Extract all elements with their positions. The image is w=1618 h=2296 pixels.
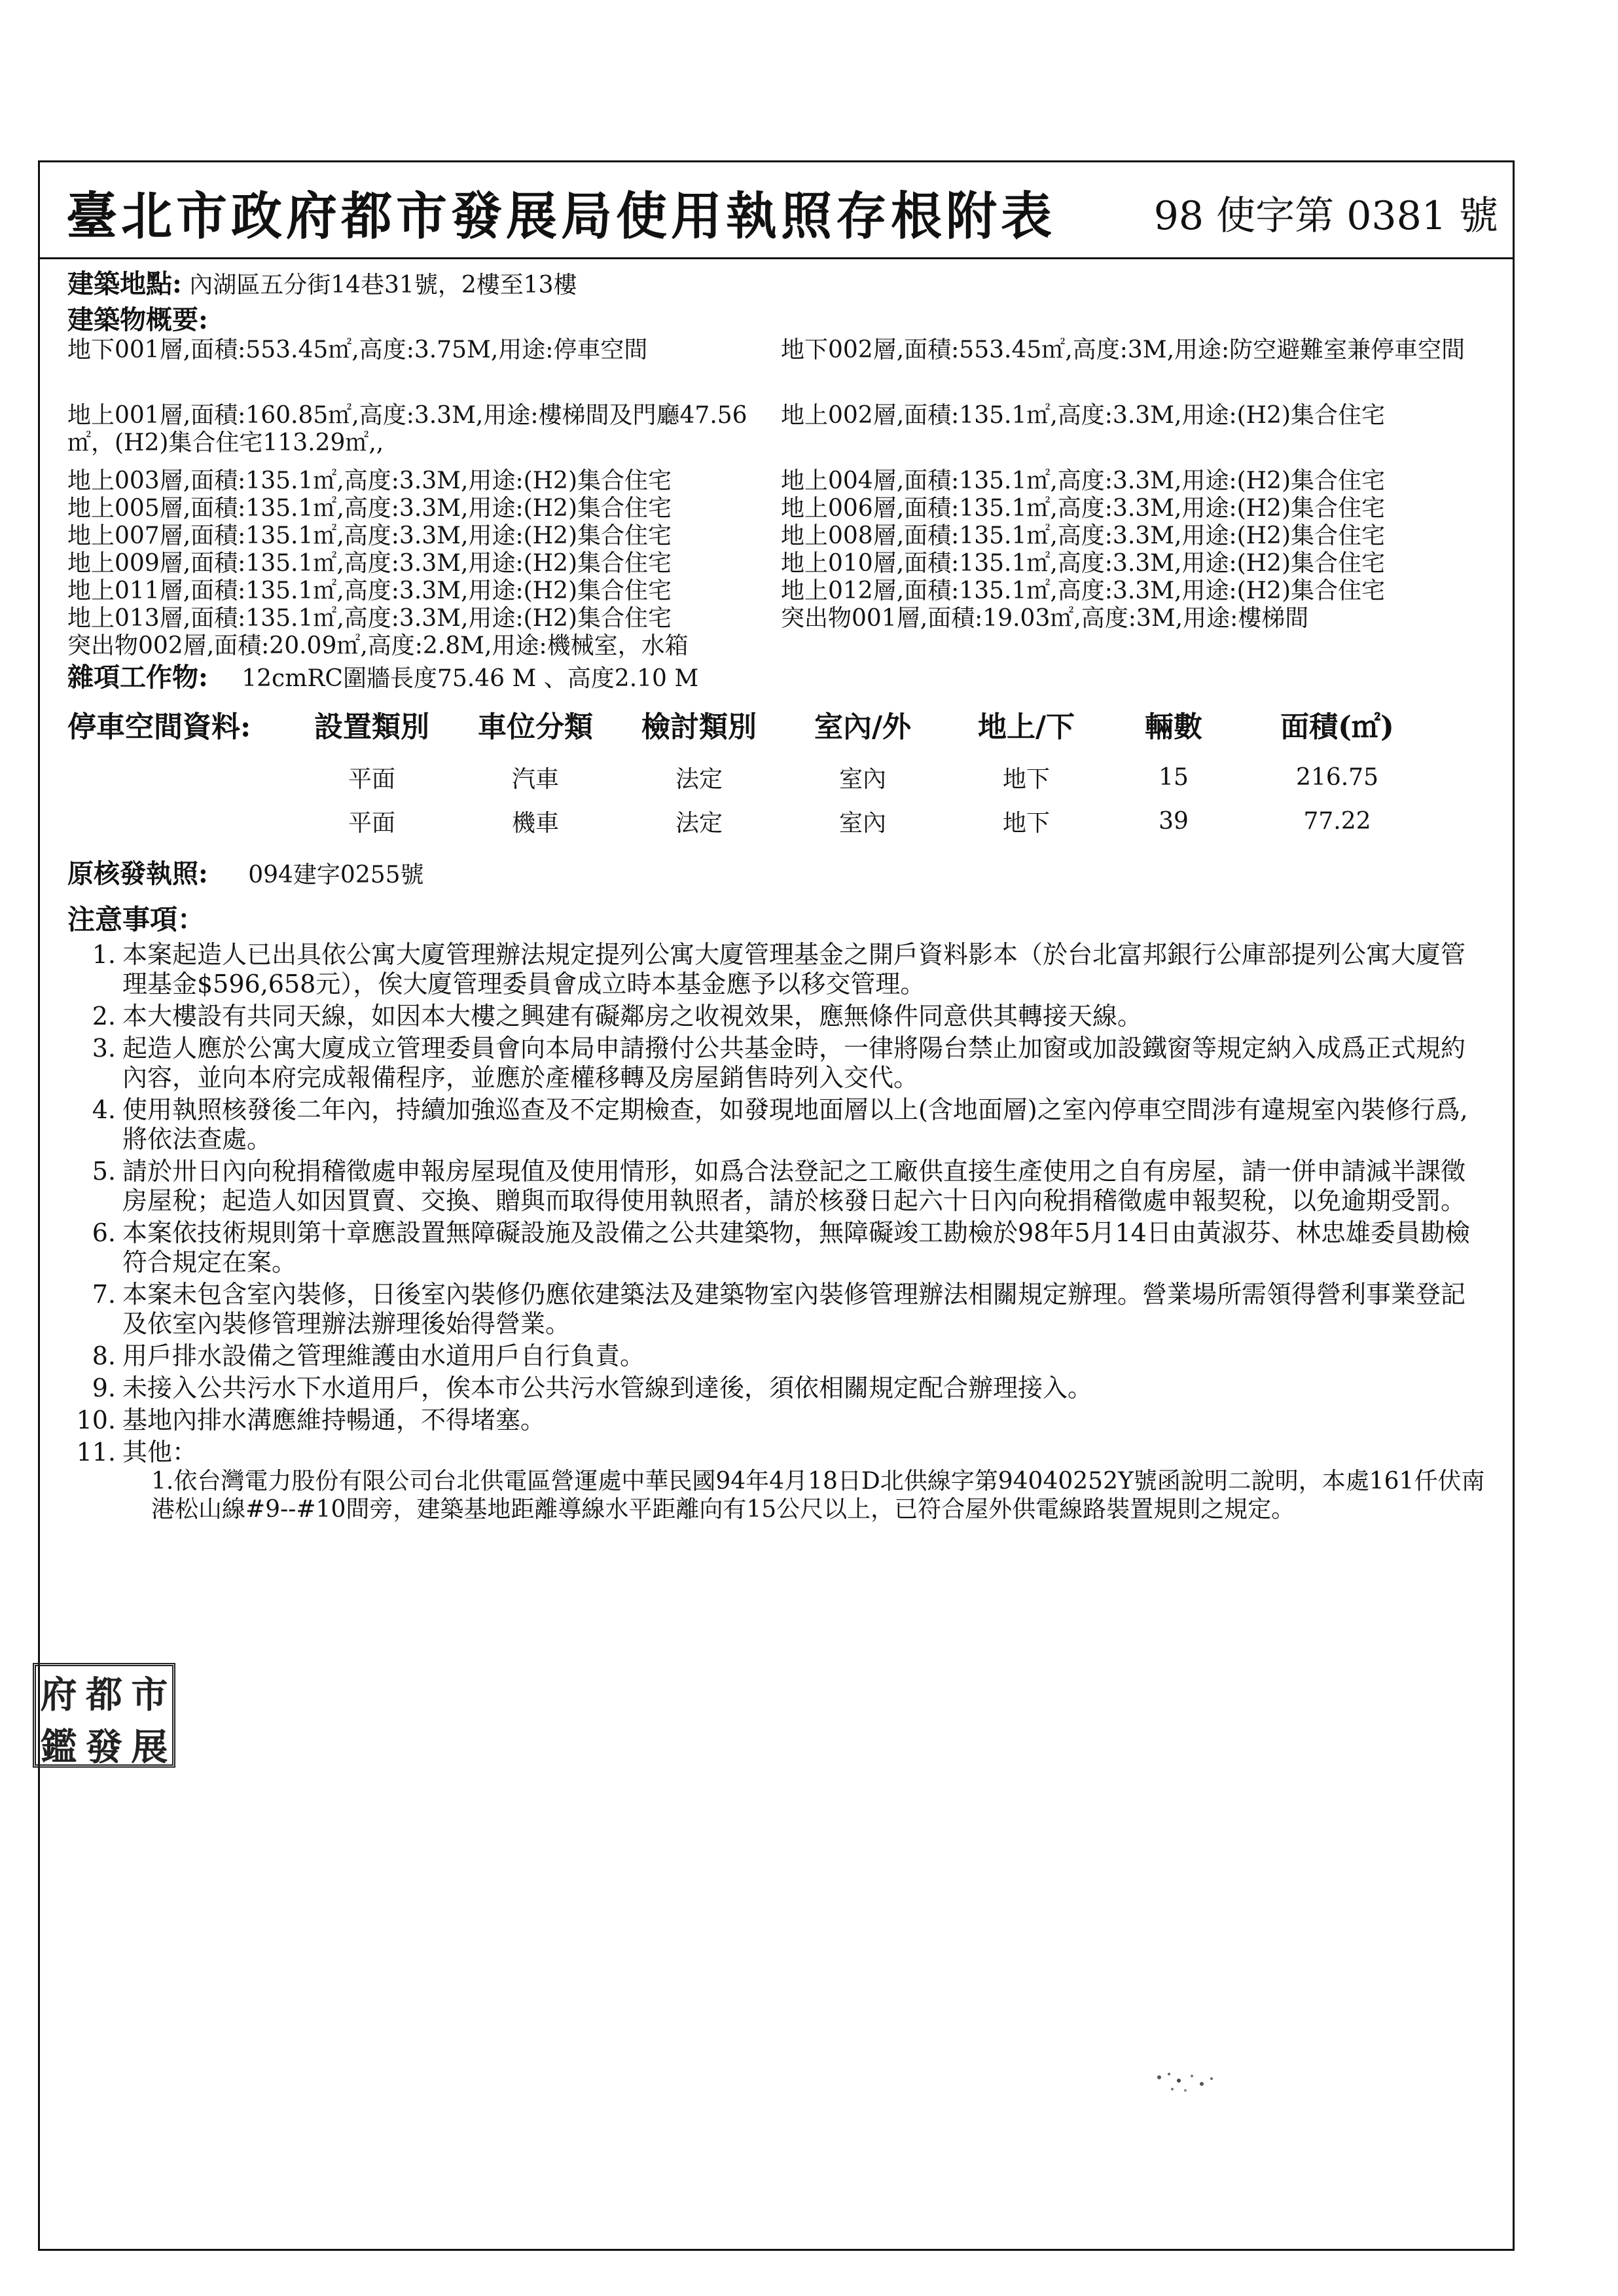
parking-spacer-cell	[67, 756, 290, 799]
overview-cell: 地上013層,面積:135.1㎡,高度:3.3M,用途:(H2)集合住宅	[67, 605, 672, 632]
document-body	[67, 270, 1494, 1523]
parking-section	[67, 701, 1494, 843]
parking-col-header: 地上/下	[977, 710, 1075, 744]
overview-row	[67, 522, 1494, 550]
note-text: 未接入公共污水下水道用戶，俟本市公共污水管線到達後，須依相關規定配合辦理接入。	[122, 1374, 1093, 1402]
document-title: 臺北市政府都市發展局使用執照存根附表	[66, 187, 1056, 246]
overview-cell: 地上003層,面積:135.1㎡,高度:3.3M,用途:(H2)集合住宅	[67, 467, 672, 494]
parking-cell: 平面	[348, 810, 395, 837]
note-number: 2.	[92, 1002, 116, 1030]
overview-cell: 地下001層,面積:553.45㎡,高度:3.75M,用途:停車空間	[67, 337, 648, 363]
original-permit-line	[67, 860, 1494, 889]
parking-table	[67, 701, 1435, 843]
parking-label: 停車空間資料:	[67, 710, 251, 744]
overview-row	[67, 605, 1494, 632]
overview-cell: 地上007層,面積:135.1㎡,高度:3.3M,用途:(H2)集合住宅	[67, 522, 672, 549]
overview-cell: 地上001層,面積:160.85㎡,高度:3.3M,用途:樓梯間及門廳47.56㎡，(H2)集合住宅113.29㎡,,	[67, 402, 747, 456]
parking-cell: 39	[1159, 808, 1189, 835]
original-permit-value: 094建字0255號	[248, 862, 424, 888]
overview-cell: 地上009層,面積:135.1㎡,高度:3.3M,用途:(H2)集合住宅	[67, 550, 672, 577]
misc-label: 雜項工作物:	[67, 662, 208, 693]
parking-col-header: 輛數	[1145, 710, 1202, 744]
seal-character: 市	[131, 1673, 168, 1717]
parking-cell: 地下	[1002, 766, 1050, 793]
overview-row	[67, 550, 1494, 577]
note-text: 本案起造人已出具依公寓大廈管理辦法規定提列公寓大廈管理基金之開戶資料影本（於台北富邦銀行公庫部提列公寓大廈管理基金$596,658元），俟大廈管理委員會成立時本基金應予以移交管理。	[122, 940, 1466, 998]
overview-cell: 地上012層,面積:135.1㎡,高度:3.3M,用途:(H2)集合住宅	[781, 577, 1385, 604]
parking-cell: 地下	[1002, 810, 1050, 837]
note-number: 5.	[92, 1157, 116, 1186]
overview-cell: 地下002層,面積:553.45㎡,高度:3M,用途:防空避難室兼停車空間	[781, 337, 1465, 363]
parking-cell: 法定	[675, 766, 723, 793]
parking-col-header: 室內/外	[814, 710, 912, 744]
site-address-line	[67, 270, 1494, 299]
overview-cell: 地上004層,面積:135.1㎡,高度:3.3M,用途:(H2)集合住宅	[781, 467, 1385, 494]
parking-cell: 77.22	[1303, 808, 1371, 835]
overview-row	[67, 337, 1494, 402]
note-text: 起造人應於公寓大廈成立管理委員會向本局申請撥付公共基金時，一律將陽台禁止加窗或加設鐵窗等規定納入成爲正式規約內容，並向本府完成報備程序，並應於產權移轉及房屋銷售時列入交代。	[122, 1034, 1466, 1092]
note-number: 8.	[92, 1341, 116, 1370]
parking-spacer-cell	[67, 799, 290, 843]
note-text: 基地內排水溝應維持暢通，不得堵塞。	[122, 1406, 546, 1434]
parking-cell: 汽車	[511, 766, 559, 793]
parking-col-header: 車位分類	[478, 710, 593, 744]
document-frame	[38, 160, 1515, 2251]
parking-cell: 機車	[511, 810, 559, 837]
parking-col-header: 設置類別	[314, 710, 429, 744]
overview-cell: 地上011層,面積:135.1㎡,高度:3.3M,用途:(H2)集合住宅	[67, 577, 672, 604]
note-number: 1.	[92, 940, 116, 969]
note-item	[67, 1157, 1494, 1216]
note-item	[67, 1341, 1494, 1371]
overview-row	[67, 577, 1494, 605]
note-item	[67, 1034, 1494, 1093]
parking-cell: 室內	[838, 810, 886, 837]
overview-row	[67, 402, 1494, 467]
misc-work-line	[67, 664, 1494, 693]
note-text: 使用執照核發後二年內，持續加強巡查及不定期檢查，如發現地面層以上(含地面層)之室內停車空間涉有違規室內裝修行爲,將依法查處。	[122, 1095, 1468, 1154]
notes-list	[67, 940, 1494, 1467]
parking-cell: 法定	[675, 810, 723, 837]
official-seal-stamp	[33, 1663, 175, 1768]
original-permit-label: 原核發執照:	[67, 858, 208, 889]
note-text: 請於卅日內向稅捐稽徵處申報房屋現值及使用情形，如爲合法登記之工廠供直接生產使用之自有房屋，請一併申請減半課徵房屋稅；起造人如因買賣、交換、贈與而取得使用執照者，請於核發日起六十日內向稅捐稽徵處申報契稅，以免逾期受罰。	[122, 1157, 1466, 1215]
notes-sub-item: 1.依台灣電力股份有限公司台北供電區營運處中華民國94年4月18日D北供線字第94040252Y號函說明二說明，本處161仟伏南港松山線#9--#10間旁，建築基地距離導線水平距離向有15公尺以上，已符合屋外供電線路裝置規則之規定。	[151, 1468, 1485, 1523]
parking-col-header: 檢討類別	[641, 710, 757, 744]
document-number: 98 使字第 0381 號	[1153, 193, 1498, 239]
note-number: 6.	[92, 1218, 116, 1247]
note-number: 4.	[92, 1095, 116, 1124]
parking-cell: 平面	[348, 766, 395, 793]
overview-cell: 地上008層,面積:135.1㎡,高度:3.3M,用途:(H2)集合住宅	[781, 522, 1385, 549]
note-number: 7.	[92, 1280, 116, 1309]
overview-row	[67, 495, 1494, 522]
notes-label: 注意事項：	[67, 903, 206, 936]
note-text: 本案依技術規則第十章應設置無障礙設施及設備之公共建築物，無障礙竣工勘檢於98年5月14日由黃淑芬、林忠雄委員勘檢符合規定在案。	[122, 1218, 1470, 1277]
note-text: 用戶排水設備之管理維護由水道用戶自行負責。	[122, 1341, 645, 1370]
seal-character: 鑑	[40, 1726, 77, 1769]
parking-row	[67, 756, 1435, 799]
overview-cell: 突出物002層,面積:20.09㎡,高度:2.8M,用途:機械室，水箱	[67, 632, 689, 659]
seal-character: 展	[131, 1726, 168, 1769]
note-item	[67, 1438, 1494, 1467]
note-number: 11.	[76, 1438, 116, 1467]
overview-cell: 地上002層,面積:135.1㎡,高度:3.3M,用途:(H2)集合住宅	[781, 402, 1385, 429]
note-item	[67, 1406, 1494, 1435]
scan-smudge	[1146, 2064, 1231, 2104]
seal-character: 府	[40, 1673, 77, 1717]
overview-cell: 地上005層,面積:135.1㎡,高度:3.3M,用途:(H2)集合住宅	[67, 495, 672, 522]
overview-table	[67, 337, 1494, 660]
note-text: 本案未包含室內裝修，日後室內裝修仍應依建築法及建築物室內裝修管理辦法相關規定辦理。營業場所需領得營利事業登記及依室內裝修管理辦法辦理後始得營業。	[122, 1280, 1466, 1338]
note-item	[67, 1374, 1494, 1403]
overview-label: 建築物概要:	[67, 304, 208, 335]
overview-row	[67, 632, 1494, 660]
overview-row	[67, 467, 1494, 495]
parking-cell: 216.75	[1296, 764, 1378, 791]
overview-cell: 地上006層,面積:135.1㎡,高度:3.3M,用途:(H2)集合住宅	[781, 495, 1385, 522]
overview-cell: 地上010層,面積:135.1㎡,高度:3.3M,用途:(H2)集合住宅	[781, 550, 1385, 577]
parking-row	[67, 799, 1435, 843]
note-text: 本大樓設有共同天線，如因本大樓之興建有礙鄰房之收視效果，應無條件同意供其轉接天線。	[122, 1002, 1143, 1030]
note-item	[67, 1095, 1494, 1154]
note-item	[67, 940, 1494, 999]
parking-col-header: 面積(㎡)	[1280, 710, 1394, 744]
note-item	[67, 1002, 1494, 1031]
note-item	[67, 1280, 1494, 1339]
note-number: 3.	[92, 1034, 116, 1063]
note-item	[67, 1218, 1494, 1277]
parking-cell: 15	[1159, 764, 1189, 791]
misc-value: 12cmRC圍牆長度75.46 M 、高度2.10 M	[242, 665, 699, 692]
note-number: 9.	[92, 1374, 116, 1402]
parking-header-row	[67, 701, 1435, 756]
seal-character: 都	[85, 1673, 122, 1717]
seal-character: 發	[85, 1726, 122, 1769]
parking-cell: 室內	[838, 766, 886, 793]
overview-cell: 突出物001層,面積:19.03㎡,高度:3M,用途:樓梯間	[781, 605, 1309, 632]
parking-rows	[67, 756, 1435, 843]
site-value: 內湖區五分街14巷31號，2樓至13樓	[189, 272, 577, 299]
document-header	[40, 162, 1513, 259]
site-label: 建築地點:	[67, 268, 182, 299]
note-number: 10.	[76, 1406, 116, 1434]
note-text: 其他：	[122, 1438, 198, 1467]
